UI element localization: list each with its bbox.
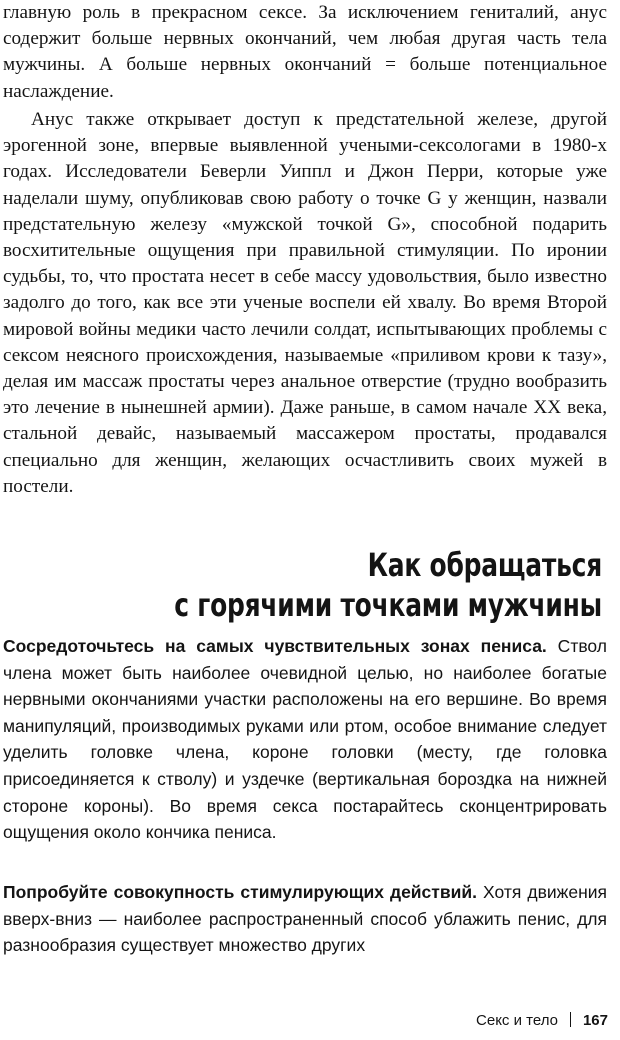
tip-paragraph-1 bbox=[3, 633, 607, 846]
running-title: Секс и тело bbox=[476, 1012, 558, 1029]
section-heading-line-1: Как обращаться bbox=[367, 546, 602, 584]
tip-2-text: Хотя движения вверх-вниз — наиболее распространенный способ ублажить пенис, для разнообразия существует множество других bbox=[3, 882, 607, 956]
tip-2-lead: Попробуйте совокупность стимулирующих действий. bbox=[3, 882, 478, 902]
section-heading-line-2: с горячими точками мужчины bbox=[174, 586, 602, 624]
section-heading bbox=[132, 545, 602, 625]
tip-1-lead: Сосредоточьтесь на самых чувствительных зонах пениса. bbox=[3, 636, 547, 656]
tip-paragraph-2 bbox=[3, 879, 607, 959]
body-paragraph-2: Анус также открывает доступ к предстательной железе, другой эрогенной зоне, впервые выявленной учеными-сексологами в 1980-х годах. Исследователи Беверли Уиппл и Джон Перри, которые уже наделали шуму, опубликовав свою работу о точке G у женщин, назвали предстательную железу «мужской точкой G», способной подарить восхитительные ощущения при правильной стимуляции. По иронии судьбы, то, что простата несет в себе массу удовольствия, было известно задолго до того, как все эти ученые воспели ей хвалу. Во время Второй мировой войны медики часто лечили солдат, испытывающих проблемы с сексом неясного происхождения, называемые «приливом крови к тазу», делая им массаж простаты через анальное отверстие (трудно вообразить это лечение в нынешней армии). Даже раньше, в самом начале XX века, стальной девайс, называемый массажером простаты, продавался специально для женщин, желающих осчастливить своих мужей в постели. bbox=[3, 109, 607, 497]
page-footer bbox=[476, 1011, 608, 1031]
body-paragraph-1: главную роль в прекрасном сексе. За исключением гениталий, анус содержит больше нервных окончаний, чем любая другая часть тела мужчины. А больше нервных окончаний = больше потенциальное наслаждение. bbox=[3, 2, 607, 102]
footer-divider bbox=[570, 1012, 571, 1027]
tip-1-text: Ствол члена может быть наиболее очевидной целью, но наиболее богатые нервными окончаниями участки расположены на его вершине. Во время манипуляций, производимых руками или ртом, особое внимание следует уделить головке члена, короне головки (месту, где головка присоединяется к стволу) и уздечке (вертикальная бороздка на нижней стороне короны). Во время секса постарайтесь сконцентрировать ощущения около кончика пениса. bbox=[3, 636, 607, 843]
page-number: 167 bbox=[582, 1012, 608, 1029]
